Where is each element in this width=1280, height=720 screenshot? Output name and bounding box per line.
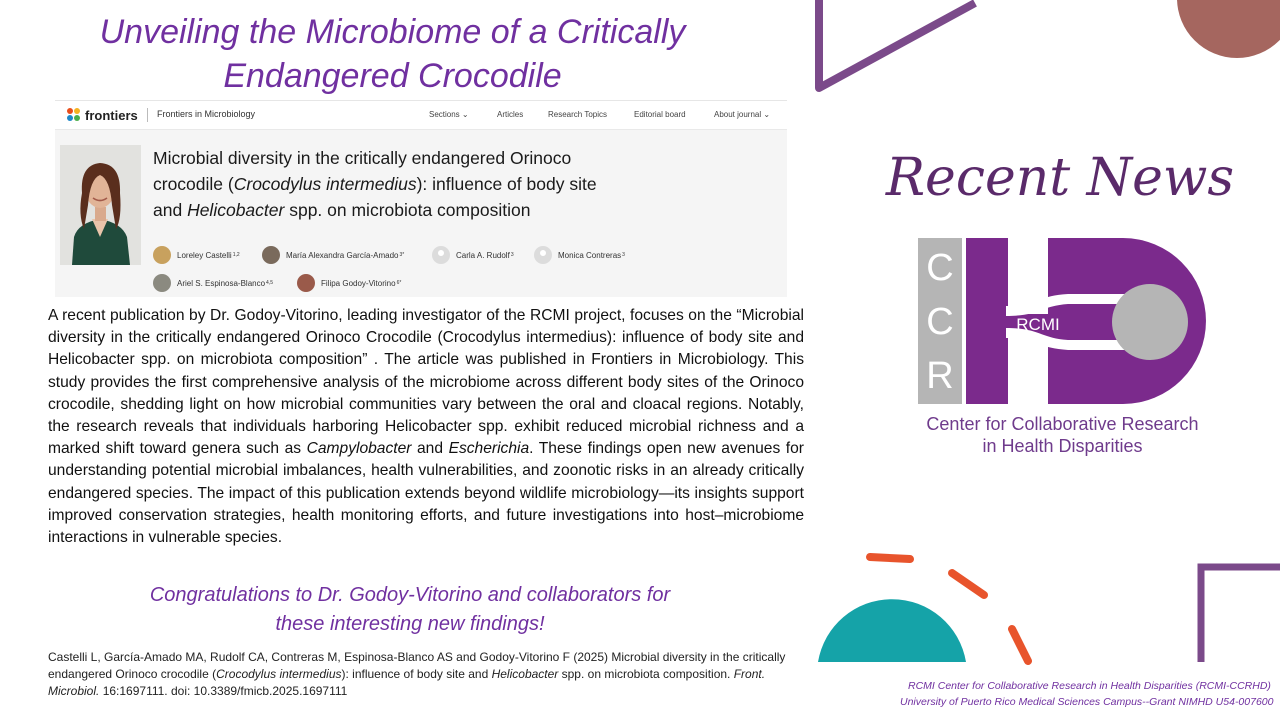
citation: Castelli L, García-Amado MA, Rudolf CA, Contreras M, Espinosa-Blanco AS and Godoy-Vitorino F (2025) Microbial diversity in the critically endangered Orinoco crocodile (Crocodylus intermedius): influence of body site and Helicobacter spp. on microbiota composition. Front. Microbiol. 16:1697111. doi: 10.3389/fmicb.2025.1697111 xyxy=(48,650,786,698)
purple-frame-corner xyxy=(1201,567,1280,662)
author-item[interactable]: Filipa Godoy-Vitorino 6* xyxy=(297,274,401,292)
chevron-down-icon: ⌄ xyxy=(461,110,469,119)
logo-grey-circle xyxy=(1112,284,1188,360)
avatar xyxy=(262,246,280,264)
frontiers-brand: frontiers xyxy=(85,107,138,123)
nav-articles[interactable]: Articles xyxy=(497,110,524,119)
journal-nav-bar xyxy=(55,101,787,130)
logo-letter: C xyxy=(926,247,954,289)
nav-about-journal[interactable]: About journal ⌄ xyxy=(714,110,771,119)
article-summary: A recent publication by Dr. Godoy-Vitorino, leading investigator of the RCMI project, focuses on the “Microbial diversity in the critically endangered Orinoco Crocodile (Crocodylus intermedius): influence of body site and Helicobacter spp. on microbiota composition” . The article was published in Frontiers in Microbiology. This study provides the first comprehensive analysis of the microbiome across different body sites of the Orinoco crocodile, shedding light on how microbial communities vary between the oral and cloacal regions. Notably, the research reveals that individuals harboring Helicobacter spp. exhibit reduced microbial richness and a marked shift toward genera such as Campylobacter and Escherichia. These findings open new avenues for understanding potential microbial imbalances, health vulnerabilities, and zoonotic risks in an already critically endangered species. The impact of this publication extends beyond wildlife microbiology—its insights support improved conservation strategies, health monitoring efforts, and future investigations into host–microbiome interactions in vulnerable species. xyxy=(48,307,804,547)
article-screenshot xyxy=(55,100,787,297)
frontiers-logo xyxy=(67,106,138,124)
purple-triangle-outline xyxy=(819,0,975,88)
nav-editorial-board[interactable]: Editorial board xyxy=(634,110,686,119)
ccrhd-logo xyxy=(918,238,1214,404)
coral-dash xyxy=(870,557,910,559)
author-item[interactable]: Loreley Castelli 1,2 xyxy=(153,246,240,264)
recent-news-heading: Recent News xyxy=(885,148,1235,208)
article-title: Microbial diversity in the critically endangered Orinoco crocodile (Crocodylus intermedius): influence of body site and Helicobacter spp. on microbiota composition xyxy=(153,148,597,220)
avatar-placeholder xyxy=(534,246,552,264)
chevron-down-icon: ⌄ xyxy=(763,110,771,119)
nav-sections[interactable]: Sections ⌄ xyxy=(429,110,469,119)
footer-credit: RCMI Center for Collaborative Research in Health Disparities (RCMI-CCRHD) University of Puerto Rico Medical Sciences Campus--Grant NIMHD U54-007600 xyxy=(900,680,1274,708)
logo-letter: C xyxy=(926,301,954,343)
journal-name: Frontiers in Microbiology xyxy=(157,109,256,119)
congratulations-message: Congratulations to Dr. Godoy-Vitorino and collaborators for these interesting new findings! xyxy=(149,584,671,635)
logo-caption: Center for Collaborative Research in Health Disparities xyxy=(926,414,1199,456)
avatar xyxy=(153,274,171,292)
author-photo xyxy=(60,145,141,265)
avatar-placeholder xyxy=(432,246,450,264)
nav-research-topics[interactable]: Research Topics xyxy=(548,110,607,119)
rose-circle xyxy=(1177,0,1280,58)
avatar xyxy=(297,274,315,292)
decorative-bottom-shapes xyxy=(800,545,1280,665)
frontiers-logo-icon xyxy=(67,108,81,122)
page-title-line-2: Endangered Crocodile xyxy=(223,57,562,95)
coral-dash xyxy=(952,573,984,595)
coral-dash xyxy=(1012,629,1028,661)
decorative-top-shapes xyxy=(800,0,1280,120)
avatar xyxy=(153,246,171,264)
nav-divider xyxy=(147,108,148,122)
author-portrait-image xyxy=(60,145,141,265)
author-item[interactable]: Carla A. Rudolf 3 xyxy=(432,246,514,264)
author-item[interactable]: María Alexandra García-Amado 3* xyxy=(262,246,404,264)
author-item[interactable]: Monica Contreras 3 xyxy=(534,246,625,264)
author-item[interactable]: Ariel S. Espinosa-Blanco 4,5 xyxy=(153,274,273,292)
page-title xyxy=(40,10,745,98)
teal-semicircle xyxy=(818,599,966,662)
page-title-line-1: Unveiling the Microbiome of a Critically xyxy=(99,13,686,51)
logo-letter: R xyxy=(926,355,954,397)
logo-rcmi-text: RCMI xyxy=(1016,315,1060,334)
